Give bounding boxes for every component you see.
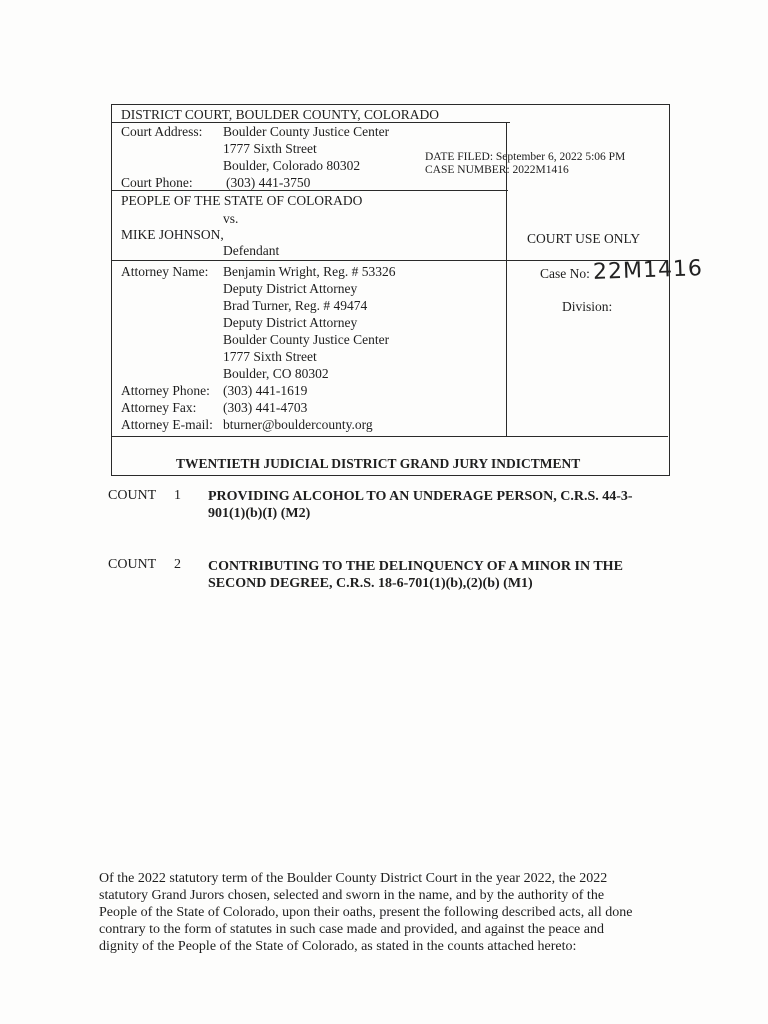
attorney-email-label: Attorney E-mail: [121,417,213,432]
attorney-line-3: Brad Turner, Reg. # 49474 [223,298,368,313]
attorney-line-6: 1777 Sixth Street [223,349,317,364]
attorney-phone: (303) 441-1619 [223,383,308,398]
division-label: Division: [562,299,613,314]
attorney-fax: (303) 441-4703 [223,400,308,415]
attorney-email: bturner@bouldercounty.org [223,417,373,432]
attorney-line-5: Boulder County Justice Center [223,332,390,347]
court-address-label: Court Address: [121,124,203,139]
caption-rule-3 [111,260,668,261]
count-1-label: COUNT [108,488,157,503]
attorney-fax-label: Attorney Fax: [121,400,197,415]
court-use-only: COURT USE ONLY [527,231,641,246]
defendant-name: MIKE JOHNSON, [121,227,224,242]
versus-text: vs. [223,211,239,226]
court-address-line-2: 1777 Sixth Street [223,141,317,156]
count-2-label: COUNT [108,557,157,572]
court-phone: (303) 441-3750 [226,175,311,190]
attorney-line-1: Benjamin Wright, Reg. # 53326 [223,264,396,279]
court-address-line-1: Boulder County Justice Center [223,124,390,139]
caption-rule-4 [111,436,668,437]
document-title: TWENTIETH JUDICIAL DISTRICT GRAND JURY INDICTMENT [176,456,581,471]
case-no-label: Case No: [540,266,590,281]
defendant-label: Defendant [223,243,280,258]
attorney-line-4: Deputy District Attorney [223,315,358,330]
court-address-line-3: Boulder, Colorado 80302 [223,158,361,173]
court-phone-label: Court Phone: [121,175,193,190]
plaintiff-name: PEOPLE OF THE STATE OF COLORADO [121,193,363,208]
attorney-phone-label: Attorney Phone: [121,383,210,398]
case-no-handwritten: 22M1416 [592,256,704,285]
court-name: DISTRICT COURT, BOULDER COUNTY, COLORADO [121,107,439,122]
count-1-title: PROVIDING ALCOHOL TO AN UNDERAGE PERSON, C.R.S. 44-3-901(1)(b)(I) (M2) [208,489,633,521]
attorney-name-label: Attorney Name: [121,264,209,279]
attorney-line-2: Deputy District Attorney [223,281,358,296]
count-1-number: 1 [174,488,181,503]
case-number-stamp: CASE NUMBER: 2022M1416 [425,164,569,176]
count-2-title: CONTRIBUTING TO THE DELINQUENCY OF A MINOR IN THE SECOND DEGREE, C.R.S. 18-6-701(1)(b),(2)(b) (M1) [208,559,623,591]
attorney-line-7: Boulder, CO 80302 [223,366,329,381]
indictment-preamble: Of the 2022 statutory term of the Boulder County District Court in the year 2022, the 2022 statutory Grand Jurors chosen, selected and sworn in the name, and by the authority of the People of the State of Colorado, upon their oaths, present the following described acts, all done contrary to the form of statutes in such case made and provided, and against the peace and dignity of the People of the State of Colorado, as stated in the counts attached hereto: [99,871,633,954]
count-2-number: 2 [174,557,181,572]
date-filed-stamp: DATE FILED: September 6, 2022 5:06 PM [425,151,626,163]
